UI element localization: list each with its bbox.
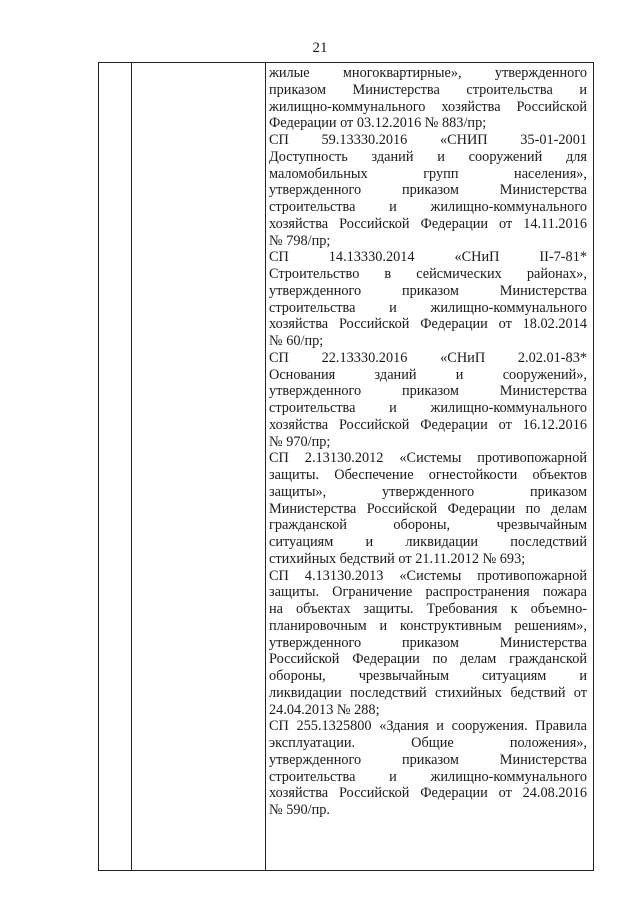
text-line: № 590/пр. (269, 802, 331, 818)
text-line: стихийных бедствий от 21.11.2012 № 693; (269, 550, 526, 567)
text-line: № 970/пр; (269, 433, 331, 450)
text-line: жилые многоквартирные», утвержденного (269, 65, 587, 81)
text-line: утвержденного приказом Министерства (269, 751, 587, 768)
text-line: СП 255.1325800 «Здания и сооружения. Правила (269, 718, 587, 735)
text-line: СП 22.13330.2016 «СНиП 2.02.01-83* (269, 349, 587, 366)
text-line: № 798/пр; (269, 232, 331, 249)
text-line: защиты. Ограничение распространения пожара (269, 584, 587, 601)
text-line: эксплуатации. Общие положения», (269, 735, 587, 751)
text-line: Российской Федерации по делам гражданской (269, 651, 587, 668)
text-line: 24.04.2013 № 288; (269, 701, 380, 718)
text-line: СП 2.13130.2012 «Системы противопожарной (269, 450, 587, 467)
text-line: Основания зданий и сооружений», (269, 366, 587, 383)
text-line: СП 14.13330.2014 «СНиП II-7-81* (269, 249, 587, 266)
page-number: 21 (312, 40, 328, 56)
text-line: ситуациям и ликвидации последствий (269, 534, 587, 550)
table-cell-number (99, 63, 131, 869)
text-line: маломобильных групп населения», (269, 165, 587, 182)
text-line: Министерства Российской Федерации по делам (269, 500, 587, 517)
text-line: № 60/пр; (269, 333, 324, 349)
text-line: ликвидации последствий стихийных бедствий от (269, 684, 587, 701)
table-cell-name (132, 63, 265, 869)
text-line: СП 4.13130.2013 «Системы противопожарной (269, 567, 587, 584)
text-line: утвержденного приказом Министерства (269, 634, 587, 651)
text-line: утвержденного приказом Министерства (269, 383, 587, 400)
text-line: планировочным и конструктивным решениям», (269, 617, 587, 634)
text-line: строительства и жилищно-коммунального (269, 768, 587, 785)
text-line: защиты», утвержденного приказом (269, 483, 587, 500)
text-line: гражданской обороны, чрезвычайным (269, 517, 587, 534)
text-line: хозяйства Российской Федерации от 14.11.2016 (269, 215, 587, 232)
text-line: защиты. Обеспечение огнестойкости объектов (269, 467, 587, 483)
text-line: утвержденного приказом Министерства (269, 282, 587, 299)
text-line: утвержденного приказом Министерства (269, 182, 587, 199)
column-divider-2 (265, 62, 266, 871)
table-cell-regulations (269, 65, 587, 819)
text-line: СП 59.13330.2016 «СНИП 35-01-2001 (269, 132, 587, 148)
text-line: приказом Министерства строительства и (269, 81, 587, 98)
text-line: хозяйства Российской Федерации от 18.02.2014 (269, 316, 587, 333)
text-line: строительства и жилищно-коммунального (269, 199, 587, 215)
text-line: жилищно-коммунального хозяйства Российской (269, 98, 587, 115)
text-line: Федерации от 03.12.2016 № 883/пр; (269, 115, 487, 132)
text-line: Доступность зданий и сооружений для (269, 148, 587, 165)
text-line: хозяйства Российской Федерации от 16.12.2016 (269, 416, 587, 433)
text-line: хозяйства Российской Федерации от 24.08.2016 (269, 785, 587, 802)
text-line: строительства и жилищно-коммунального (269, 400, 587, 416)
text-line: обороны, чрезвычайным ситуациям и (269, 668, 587, 684)
text-line: строительства и жилищно-коммунального (269, 299, 587, 316)
text-line: Строительство в сейсмических районах», (269, 266, 587, 282)
text-line: на объектах защиты. Требования к объемно- (269, 601, 587, 617)
